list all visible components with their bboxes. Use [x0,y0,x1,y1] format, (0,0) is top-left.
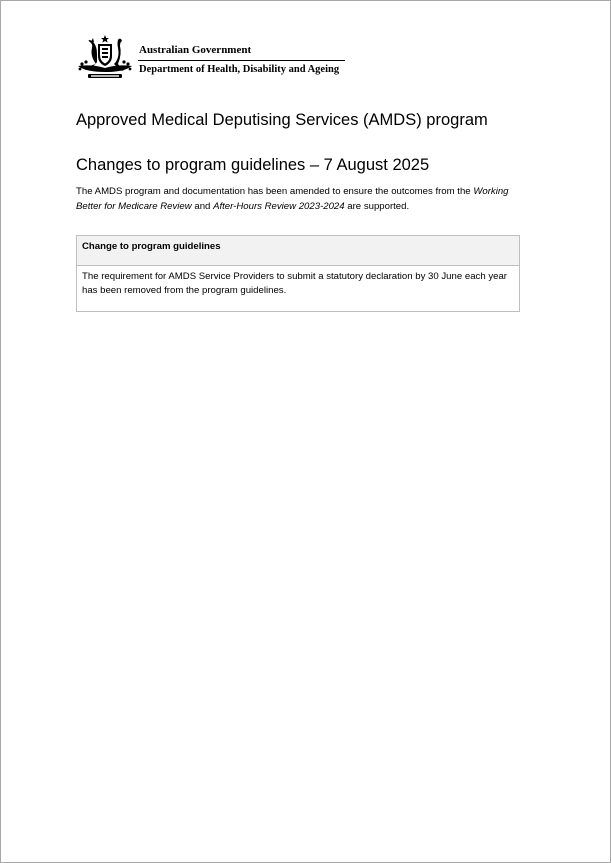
page-subtitle: Changes to program guidelines – 7 August 2025 [76,156,430,174]
page-title: Approved Medical Deputising Services (AMDS) program [76,111,488,129]
logo-divider [138,60,345,61]
government-name: Australian Government [139,44,252,56]
department-name: Department of Health, Disability and Ageing [139,64,340,75]
table-cell: The requirement for AMDS Service Providers to submit a statutory declaration by 30 June each year has been removed from the program guidelines. [77,266,520,312]
table-header-row [77,236,520,266]
intro-text-1: The AMDS program and documentation has been amended to ensure the outcomes from the [76,186,471,197]
intro-text-3: are supported. [347,200,410,212]
intro-review-title-1: Working Better for Medicare Review [76,186,509,212]
changes-table [76,235,520,312]
table-row [77,266,520,312]
government-logo [74,34,354,82]
intro-paragraph [76,185,526,214]
table-header-cell: Change to program guidelines [77,236,520,266]
coat-of-arms-icon [74,34,136,80]
intro-text-2: and [194,200,211,212]
intro-review-title-2: After-Hours Review 2023-2024 [213,200,345,212]
